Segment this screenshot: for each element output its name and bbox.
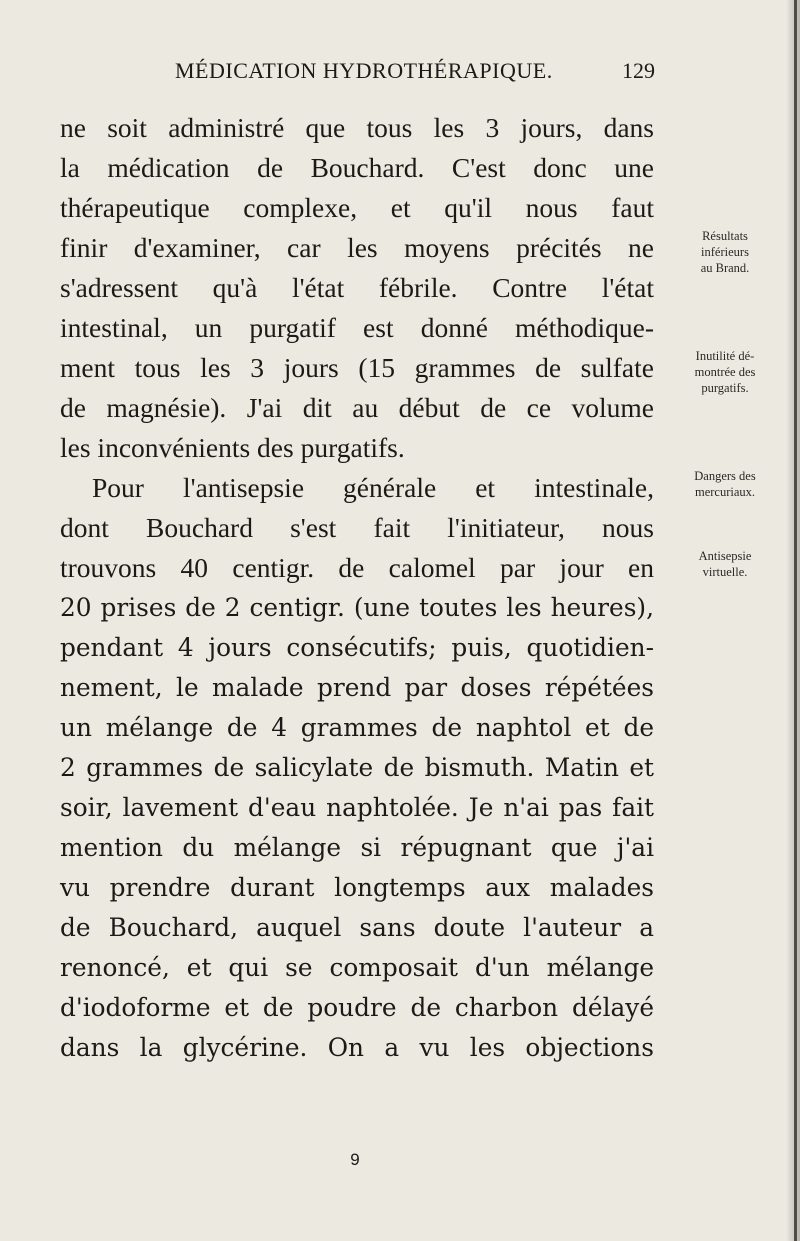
margin-note bbox=[666, 548, 784, 580]
text-line: les inconvénients des purgatifs. bbox=[60, 432, 405, 463]
text-line: Pour l'antisepsie générale et intestinale, bbox=[92, 472, 654, 503]
margin-note-line: au Brand. bbox=[700, 261, 750, 275]
text-line: d'iodoforme et de poudre de charbon délayé bbox=[60, 993, 654, 1022]
text-line: dans la glycérine. On a vu les objections bbox=[60, 1033, 654, 1062]
margin-note-line: purgatifs. bbox=[701, 381, 749, 395]
margin-note-line: Résultats bbox=[702, 229, 748, 243]
text-line: ment tous les 3 jours (15 grammes de sulfate bbox=[60, 352, 654, 383]
text-line: 2 grammes de salicylate de bismuth. Matin et bbox=[60, 753, 654, 782]
text-line: de magnésie). J'ai dit au début de ce volume bbox=[60, 392, 654, 423]
margin-note-line: montrée des bbox=[694, 365, 756, 379]
margin-note-line: Dangers des bbox=[694, 469, 756, 483]
book-spine-shadow bbox=[786, 0, 800, 1241]
text-line: pendant 4 jours consécutifs; puis, quotidien- bbox=[60, 633, 654, 662]
text-line: thérapeutique complexe, et qu'il nous faut bbox=[60, 192, 654, 223]
text-line: de Bouchard, auquel sans doute l'auteur a bbox=[60, 913, 654, 942]
text-line: nement, le malade prend par doses répétées bbox=[60, 673, 654, 702]
page-number: 129 bbox=[622, 58, 655, 83]
text-line: ne soit administré que tous les 3 jours, dans bbox=[60, 112, 654, 143]
signature-mark: 9 bbox=[350, 1150, 360, 1169]
margin-note bbox=[666, 348, 784, 396]
margin-note-line: virtuelle. bbox=[702, 565, 748, 579]
margin-note-line: mercuriaux. bbox=[694, 485, 756, 499]
margin-note bbox=[666, 228, 784, 276]
running-head: MÉDICATION HYDROTHÉRAPIQUE. bbox=[175, 58, 553, 83]
text-line: finir d'examiner, car les moyens précités ne bbox=[60, 232, 654, 263]
book-spine-edge bbox=[794, 0, 797, 1241]
text-line: vu prendre durant longtemps aux malades bbox=[60, 873, 654, 902]
margin-note bbox=[666, 468, 784, 500]
text-line: renoncé, et qui se composait d'un mélange bbox=[60, 953, 654, 982]
text-line: mention du mélange si répugnant que j'ai bbox=[60, 833, 654, 862]
text-line: 20 prises de 2 centigr. (une toutes les heures), bbox=[60, 593, 654, 622]
text-line: un mélange de 4 grammes de naphtol et de bbox=[60, 713, 654, 742]
text-line: dont Bouchard s'est fait l'initiateur, nous bbox=[60, 512, 654, 543]
text-line: trouvons 40 centigr. de calomel par jour en bbox=[60, 552, 654, 583]
text-line: intestinal, un purgatif est donné méthodique- bbox=[60, 312, 654, 343]
text-line: s'adressent qu'à l'état fébrile. Contre l'état bbox=[60, 272, 654, 303]
margin-note-line: Antisepsie bbox=[698, 549, 752, 563]
text-line: la médication de Bouchard. C'est donc une bbox=[60, 152, 654, 183]
text-line: soir, lavement d'eau naphtolée. Je n'ai pas fait bbox=[60, 793, 654, 822]
page-header bbox=[175, 58, 655, 92]
margin-note-line: Inutilité dé- bbox=[695, 349, 755, 363]
margin-note-line: inférieurs bbox=[701, 245, 749, 259]
